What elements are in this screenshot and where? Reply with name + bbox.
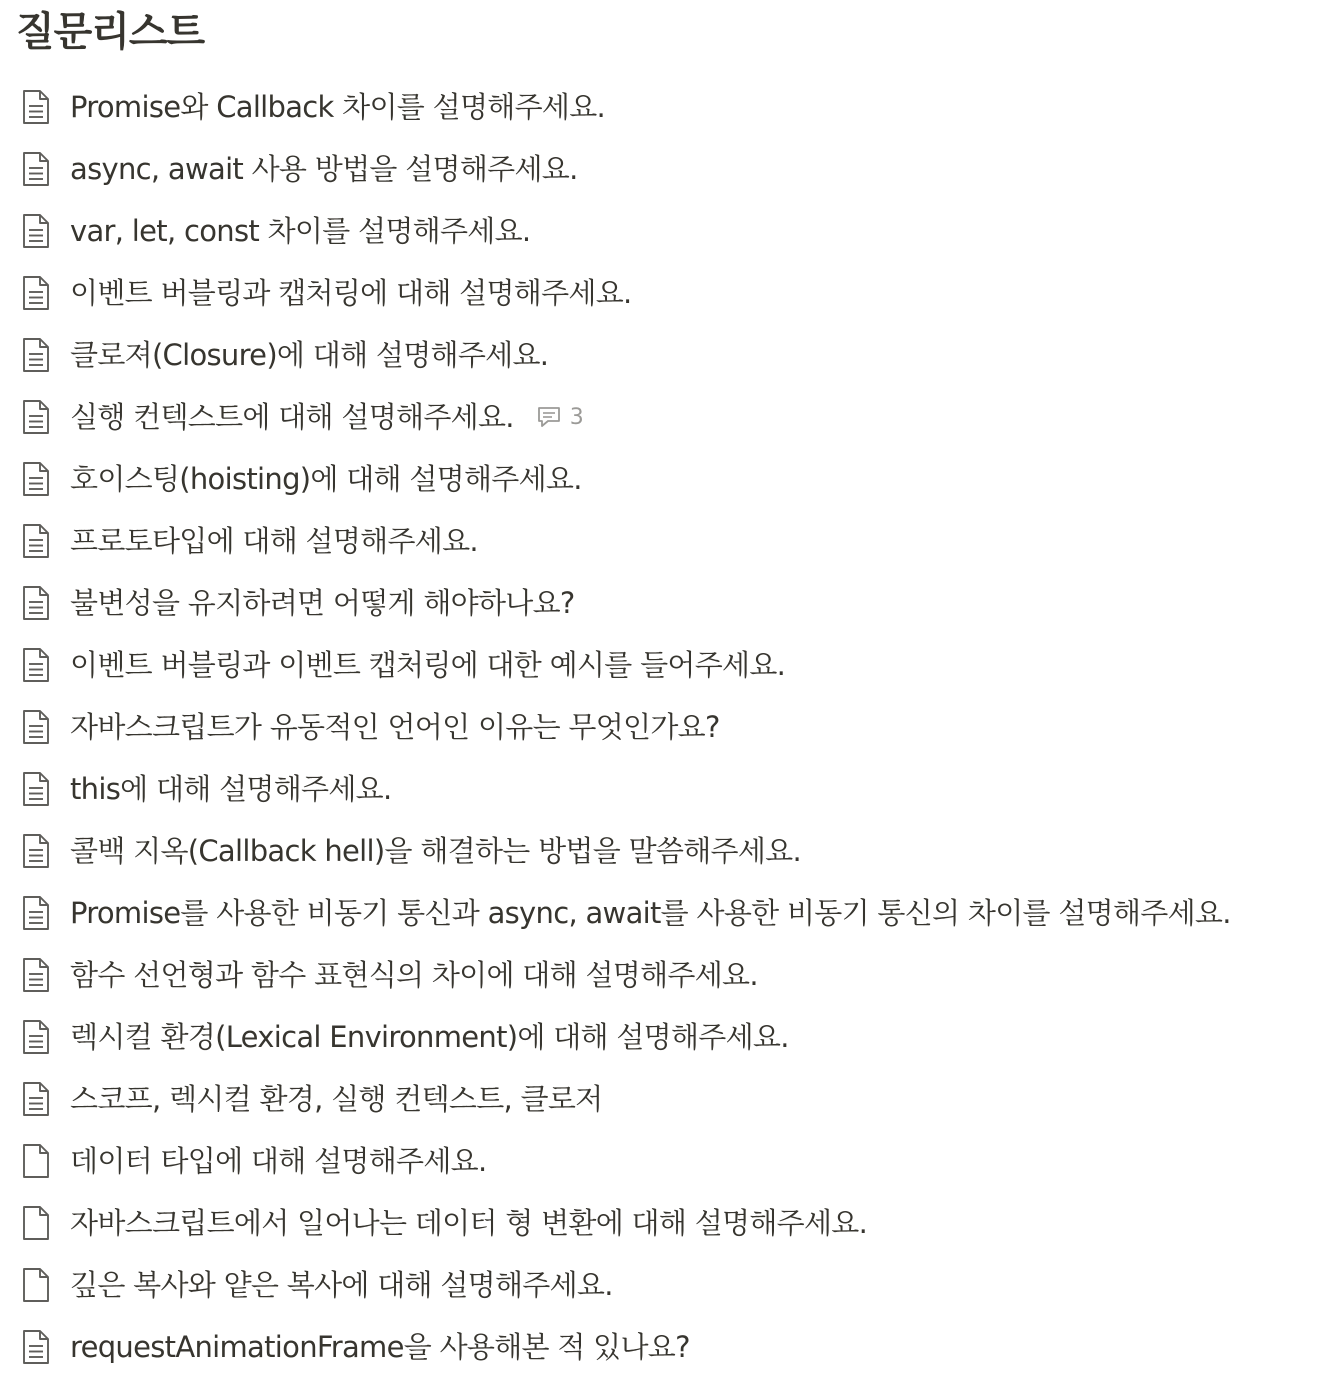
subpage-item[interactable] [20,1254,1310,1316]
subpage-title: 스코프, 렉시컬 환경, 실행 컨텍스트, 클로저 [70,1082,603,1116]
subpage-title: Promise를 사용한 비동기 통신과 async, await를 사용한 비동기 통신의 차이를 설명해주세요. [70,896,1231,930]
subpage-title: 이벤트 버블링과 캡처링에 대해 설명해주세요. [70,276,632,310]
subpage-item[interactable] [20,510,1310,572]
subpage-title: 클로져(Closure)에 대해 설명해주세요. [70,338,549,372]
page-text-icon [20,1080,54,1118]
subpage-item[interactable] [20,1192,1310,1254]
subpage-item[interactable] [20,76,1310,138]
subpage-title: var, let, const 차이를 설명해주세요. [70,214,531,248]
page-text-icon [20,708,54,746]
page-text-icon [20,584,54,622]
page-text-icon [20,522,54,560]
subpage-item[interactable] [20,1316,1310,1378]
page-text-icon [20,1018,54,1056]
subpage-title: 깊은 복사와 얕은 복사에 대해 설명해주세요. [70,1268,613,1302]
subpage-item[interactable] [20,200,1310,262]
page-text-icon [20,460,54,498]
page-text-icon [20,894,54,932]
page-empty-icon [20,1142,54,1180]
subpage-title: 실행 컨텍스트에 대해 설명해주세요. [70,400,514,434]
page-text-icon [20,150,54,188]
subpage-item[interactable] [20,1068,1310,1130]
page-text-icon [20,274,54,312]
subpage-item[interactable] [20,882,1310,944]
subpage-title: 함수 선언형과 함수 표현식의 차이에 대해 설명해주세요. [70,958,758,992]
page-text-icon [20,88,54,126]
subpage-title: Promise와 Callback 차이를 설명해주세요. [70,90,606,124]
subpage-item[interactable] [20,386,1310,448]
subpage-title: 프로토타입에 대해 설명해주세요. [70,524,478,558]
subpage-item[interactable] [20,820,1310,882]
subpage-title: async, await 사용 방법을 설명해주세요. [70,152,578,186]
subpage-title: 렉시컬 환경(Lexical Environment)에 대해 설명해주세요. [70,1020,789,1054]
subpage-item[interactable] [20,758,1310,820]
subpage-item[interactable] [20,1006,1310,1068]
page-text-icon [20,1328,54,1366]
subpage-title: 이벤트 버블링과 이벤트 캡처링에 대한 예시를 들어주세요. [70,648,786,682]
subpage-title: requestAnimationFrame을 사용해본 적 있나요? [70,1330,690,1364]
page-text-icon [20,212,54,250]
subpage-list [20,76,1310,1378]
subpage-item[interactable] [20,634,1310,696]
subpage-item[interactable] [20,324,1310,386]
comment-icon [536,405,562,429]
subpage-item[interactable] [20,138,1310,200]
subpage-title: this에 대해 설명해주세요. [70,772,392,806]
page-text-icon [20,956,54,994]
page-text-icon [20,646,54,684]
page-text-icon [20,832,54,870]
subpage-item[interactable] [20,262,1310,324]
subpage-item[interactable] [20,944,1310,1006]
comment-count-badge[interactable] [536,405,584,430]
page-text-icon [20,770,54,808]
comment-count: 3 [569,404,584,430]
subpage-title: 호이스팅(hoisting)에 대해 설명해주세요. [70,462,582,496]
subpage-item[interactable] [20,696,1310,758]
page-empty-icon [20,1204,54,1242]
subpage-item[interactable] [20,572,1310,634]
page-text-icon [20,398,54,436]
subpage-title: 자바스크립트가 유동적인 언어인 이유는 무엇인가요? [70,710,720,744]
subpage-title: 콜백 지옥(Callback hell)을 해결하는 방법을 말씀해주세요. [70,834,801,868]
subpage-title: 데이터 타입에 대해 설명해주세요. [70,1144,487,1178]
page-empty-icon [20,1266,54,1304]
page-text-icon [20,336,54,374]
subpage-title: 불변성을 유지하려면 어떻게 해야하나요? [70,586,575,620]
subpage-item[interactable] [20,1130,1310,1192]
subpage-title: 자바스크립트에서 일어나는 데이터 형 변환에 대해 설명해주세요. [70,1206,868,1240]
subpage-item[interactable] [20,448,1310,510]
page-title: 질문리스트 [16,9,205,55]
